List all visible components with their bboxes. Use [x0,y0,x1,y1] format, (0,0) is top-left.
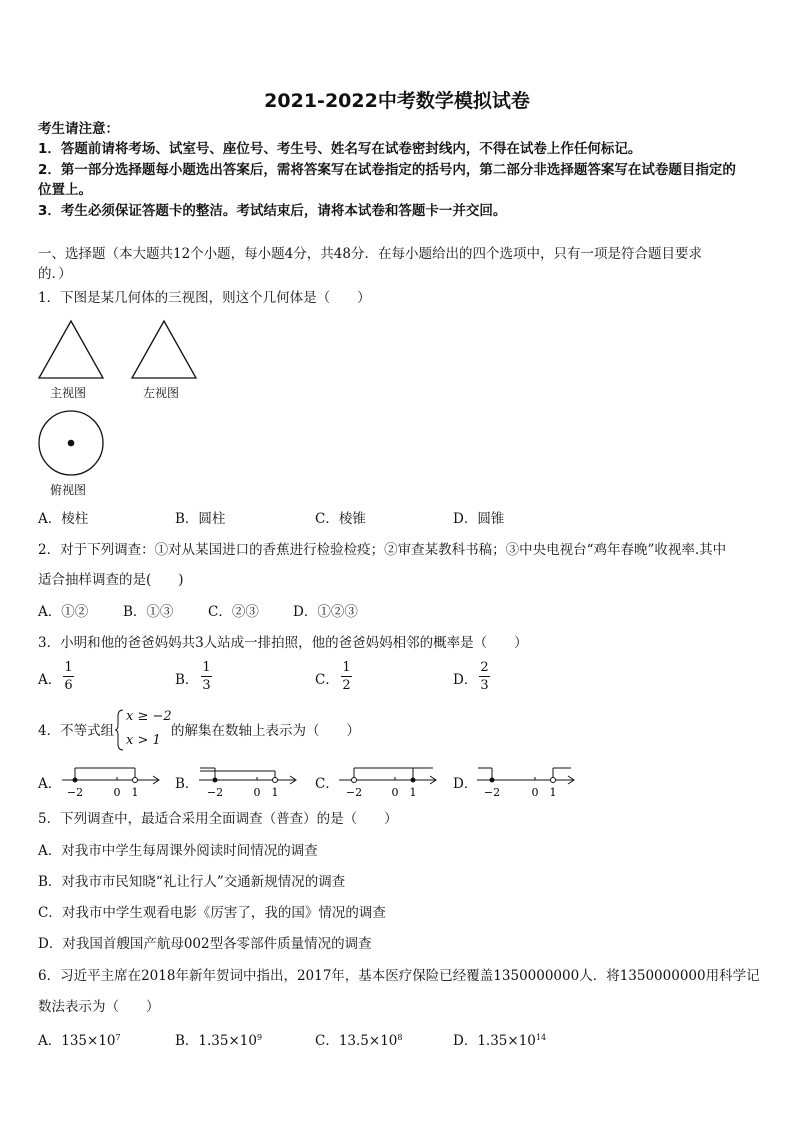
q2-option-b: B．①③ [123,604,174,620]
q2-option-d: D．①②③ [293,604,358,620]
q6-option-a [38,1028,121,1051]
tick-neg2: −2 [66,786,84,798]
base: B．1.35×10 [175,1033,257,1049]
q4-option-b-numberline [197,764,302,798]
denominator: 3 [480,678,489,693]
left-view-triangle [132,321,196,378]
q2-option-c: C．②③ [208,604,259,620]
q6-option-c [315,1028,402,1051]
tick-0: 0 [113,786,121,798]
q1-option-d: D．圆锥 [453,511,505,527]
q3-option-c-letter: C． [315,672,339,688]
q4-stem-prefix: 4．不等式组 [38,723,115,739]
q3-option-c-fraction [341,660,352,693]
q1-option-c: C．棱锥 [315,511,366,527]
base: D．1.35×10 [453,1033,536,1049]
q4-option-c-numberline [337,764,442,798]
notice-item-2-cont: 位置上。 [38,182,92,198]
numerator: 1 [342,660,351,675]
top-view-label: 俯视图 [50,483,87,497]
front-view-triangle [39,321,103,378]
q1-option-b: B．圆柱 [175,511,226,527]
tick-neg2: −2 [206,786,224,798]
q3-option-a-fraction [63,660,74,693]
base: A．135×10 [38,1033,116,1049]
numerator: 1 [202,660,211,675]
notice-item-3: 3．考生必须保证答题卡的整洁。考试结束后，请将本试卷和答题卡一并交回。 [38,203,507,219]
q3-option-d-fraction [479,660,490,693]
exponent: 14 [535,1033,547,1042]
q5-option-b: B．对我市市民知晓“礼让行人”交通新规情况的调查 [38,874,346,890]
q4-stem-suffix: 的解集在数轴上表示为（ ） [171,723,360,739]
q6-option-b [175,1028,262,1051]
notice-heading: 考生请注意： [38,121,119,137]
q6-stem-cont: 数法表示为（ ） [38,999,160,1015]
section-heading: 一、选择题（本大题共12个小题，每小题4分，共48分．在每小题给出的四个选项中，只有一项是符合题目要求 [38,246,702,262]
top-view-circle [36,408,108,480]
q5-option-a: A．对我市中学生每周课外阅读时间情况的调查 [38,843,318,859]
tick-neg2: −2 [483,786,501,798]
q2-option-a: A．①② [38,604,89,620]
base: C．13.5×10 [315,1033,398,1049]
q1-stem: 1．下图是某几何体的三视图，则这个几何体是（ ） [38,290,371,306]
denominator: 6 [64,678,73,693]
q4-option-a-numberline [60,764,165,798]
numerator: 1 [64,660,73,675]
q5-option-c: C．对我市中学生观看电影《厉害了，我的国》情况的调查 [38,905,386,921]
left-view-label: 左视图 [143,386,180,400]
denominator: 3 [202,678,211,693]
q3-option-d-letter: D． [453,672,478,688]
notice-item-2: 2．第一部分选择题每小题选出答案后，需将答案写在试卷指定的括号内，第二部分非选择题答案写在试卷题目指定的 [38,162,736,178]
q1-option-a: A．棱柱 [38,511,89,527]
tick-0: 0 [531,786,539,798]
q5-option-d: D．对我国首艘国产航母002型各零部件质量情况的调查 [38,936,372,952]
q3-stem: 3．小明和他的爸爸妈妈共3人站成一排拍照，他的爸爸妈妈相邻的概率是（ ） [38,635,528,651]
exponent: 7 [115,1033,121,1042]
q2-stem-cont: 适合抽样调查的是( ) [38,572,184,588]
inequality-1: x ≥ −2 [126,709,172,724]
tick-1: 1 [409,786,417,798]
q2-stem: 2．对于下列调查：①对从某国进口的香蕉进行检验检疫；②审查某教科书稿；③中央电视台“鸡年春晚”收视率.其中 [38,542,727,558]
tick-0: 0 [391,786,399,798]
tick-1: 1 [131,786,139,798]
section-heading-cont: 的．） [38,266,72,282]
q3-option-a-letter: A． [38,672,62,688]
q5-stem: 5．下列调查中，最适合采用全面调查（普查）的是（ ） [38,811,398,827]
q4-option-a-letter: A． [38,776,62,792]
q3-option-b-fraction [201,660,212,693]
top-view-center-dot [68,440,75,447]
exponent: 9 [256,1033,263,1042]
q6-stem: 6．习近平主席在2018年新年贺词中指出，2017年，基本医疗保险已经覆盖1350000000人．将1350000000用科学记 [38,968,760,984]
tick-1: 1 [271,786,279,798]
tick-1: 1 [549,786,557,798]
q4-option-d-numberline [475,764,580,798]
page-title: 2021-2022中考数学模拟试卷 [264,90,530,112]
denominator: 2 [342,678,351,693]
tick-0: 0 [253,786,261,798]
q4-option-c-letter: C． [315,776,339,792]
q4-option-b-letter: B． [175,776,199,792]
notice-item-1: 1．答题前请将考场、试室号、座位号、考生号、姓名写在试卷密封线内，不得在试卷上作任何标记。 [38,141,642,157]
system-brace [115,708,125,752]
exponent: 8 [397,1033,403,1042]
q3-option-b-letter: B． [175,672,199,688]
front-view-label: 主视图 [50,386,87,400]
q1-triangles [36,318,206,384]
q6-option-d [453,1028,546,1051]
inequality-2: x > 1 [126,733,161,748]
numerator: 2 [480,660,489,675]
tick-neg2: −2 [345,786,363,798]
q4-option-d-letter: D． [453,776,478,792]
